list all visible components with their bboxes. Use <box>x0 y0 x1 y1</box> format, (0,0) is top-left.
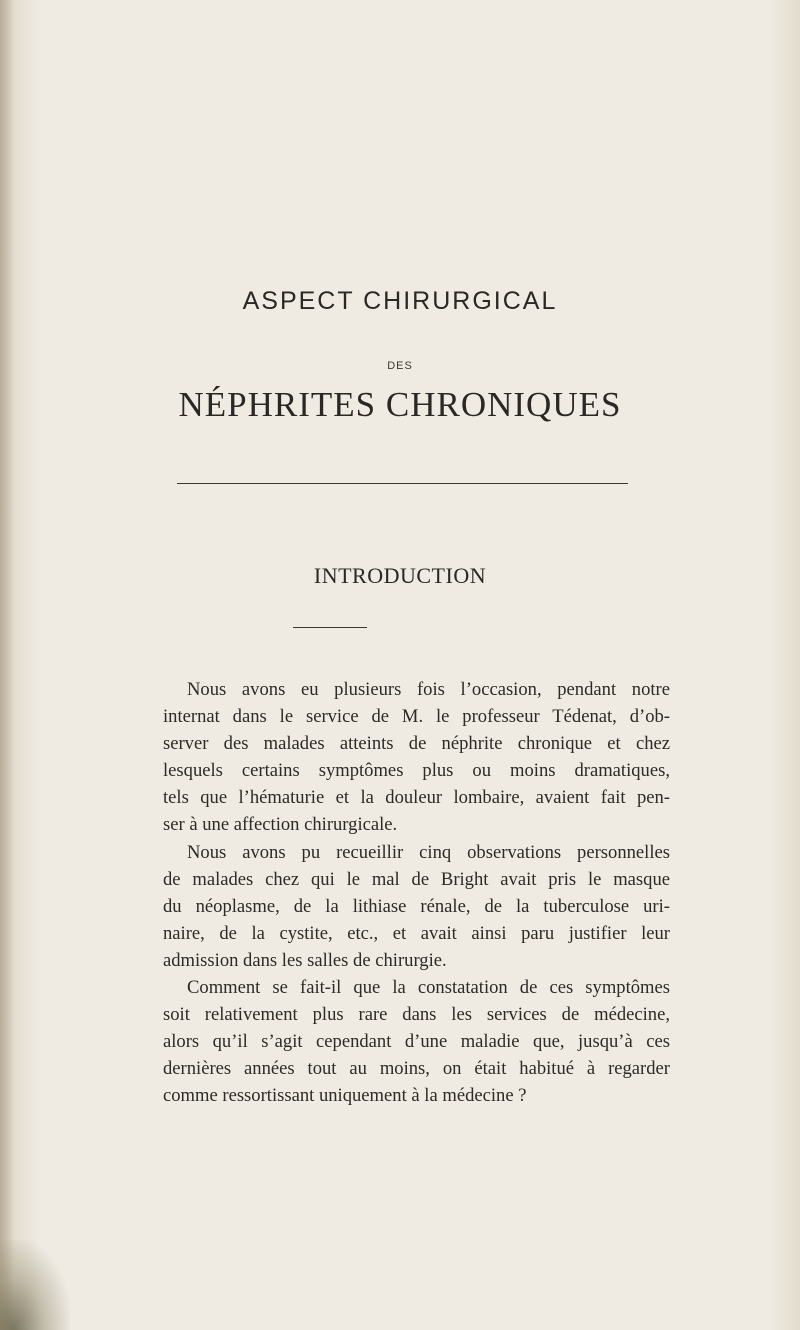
title-divider <box>177 483 628 484</box>
title-connector: DES <box>387 360 413 372</box>
body-text <box>0 676 800 1110</box>
line-text: soit relativement plus rare dans les services de médecine, <box>163 1004 670 1026</box>
paragraph-line <box>0 1028 800 1055</box>
paragraph-line <box>0 757 800 784</box>
paragraph-line <box>0 1082 800 1109</box>
paragraph-line <box>0 1055 800 1082</box>
section-divider <box>293 627 367 628</box>
paragraph-line <box>0 703 800 730</box>
line-text: lesquels certains symptômes plus ou moins dramatiques, <box>163 760 670 782</box>
paragraph-line <box>0 974 800 1001</box>
paragraph-line <box>0 947 800 974</box>
paragraph-line <box>0 866 800 893</box>
paragraph-line <box>0 730 800 757</box>
line-text: alors qu’il s’agit cependant d’une maladie que, jusqu’à ces <box>163 1031 670 1053</box>
line-text: admission dans les salles de chirurgie. <box>163 949 447 971</box>
line-text: comme ressortissant uniquement à la médecine ? <box>163 1085 527 1107</box>
line-text: server des malades atteints de néphrite chronique et chez <box>163 733 670 755</box>
line-text: Nous avons eu plusieurs fois l’occasion, pendant notre <box>187 679 670 700</box>
document-subtitle: NÉPHRITES CHRONIQUES <box>178 385 622 424</box>
paragraph-line <box>0 676 800 703</box>
page-edge-shadow <box>0 0 14 1330</box>
section-heading: INTRODUCTION <box>313 563 487 588</box>
paragraph-line <box>0 920 800 947</box>
line-text: internat dans le service de M. le professeur Tédenat, d’ob- <box>163 706 670 728</box>
line-text: de malades chez qui le mal de Bright avait pris le masque <box>163 868 670 890</box>
document-title: ASPECT CHIRURGICAL <box>242 287 558 315</box>
line-text: ser à une affection chirurgicale. <box>163 814 398 836</box>
line-text: Comment se fait-il que la constatation de ces symptômes <box>187 977 670 999</box>
line-text: Nous avons pu recueillir cinq observations personnelles <box>187 841 670 863</box>
paragraph-line <box>0 784 800 811</box>
page-stain <box>0 1240 70 1330</box>
paragraph-line <box>0 893 800 920</box>
paragraph-line <box>0 1001 800 1028</box>
line-text: du néoplasme, de la lithiase rénale, de la tuberculose uri- <box>163 895 670 917</box>
paragraph-line <box>0 839 800 866</box>
line-text: naire, de la cystite, etc., et avait ainsi paru justifier leur <box>163 922 670 944</box>
line-text: dernières années tout au moins, on était habitué à regarder <box>163 1058 670 1080</box>
paragraph-line <box>0 811 800 838</box>
line-text: tels que l’hématurie et la douleur lombaire, avaient fait pen- <box>163 787 670 809</box>
